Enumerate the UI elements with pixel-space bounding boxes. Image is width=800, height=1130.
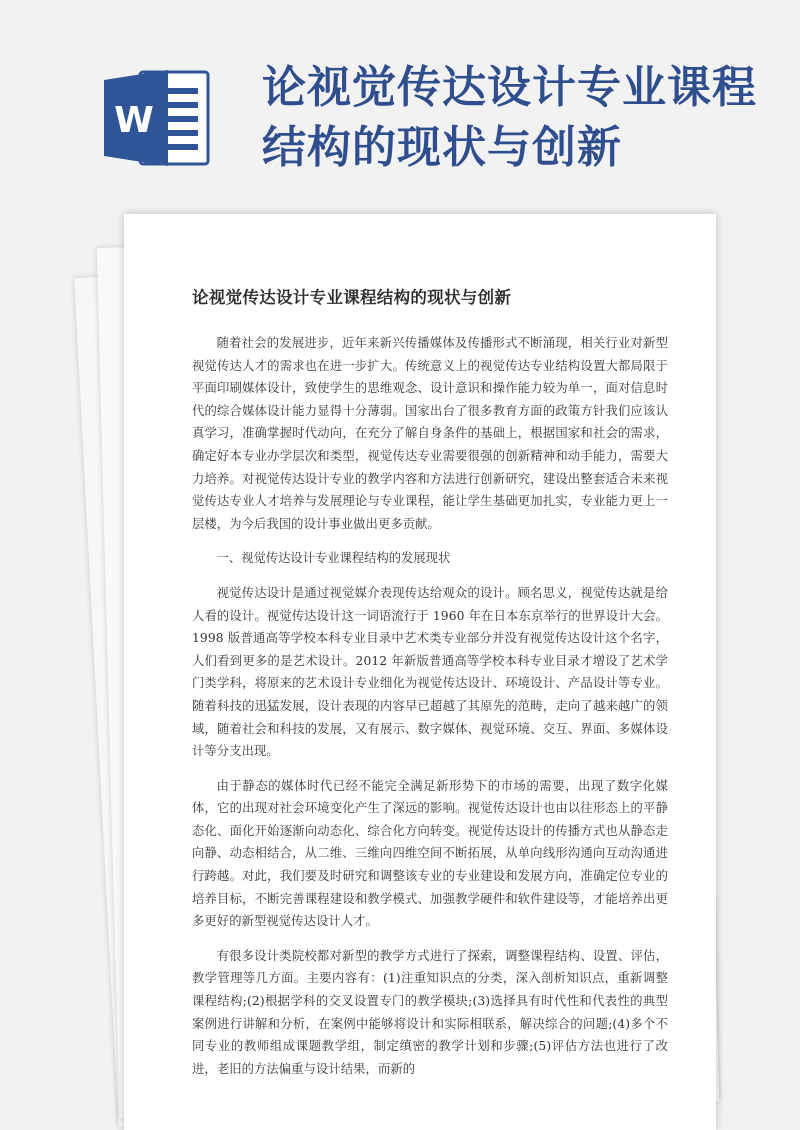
section-heading: 一、视觉传达设计专业课程结构的发展现状 — [216, 551, 451, 566]
banner-title: 论视觉传达设计专业课程结构的现状与创新 — [262, 62, 757, 173]
word-icon-letter: W — [114, 100, 154, 141]
document-title: 论视觉传达设计专业课程结构的现状与创新 — [192, 288, 512, 307]
paragraph-digital-media: 由于静态的媒体时代已经不能完全满足新形势下的市场的需要，出现了数字化媒体，它的出现对社会环境变化产生了深远的影响。视觉传达设计也由以往形态上的平静态化、面化开始逐渐向动态化、综合化方向转变。视觉传达设计的传播方式也从静态走向静、动态相结合，从二维、三维向四维空间不断拓展，从单向线形沟通向互动沟通进行跨越。对此，我们要及时研究和调整该专业的专业建设和发展方向，准确定位专业的培养目标，不断完善课程建设和教学模式、加强教学硬件和软件建设等，才能培养出更多更好的新型视觉传达设计人才。 — [192, 778, 668, 929]
paragraph-teaching-methods: 有很多设计类院校都对新型的教学方式进行了探索，调整课程结构、设置、评估，教学管理等几方面。主要内容有：(1)注重知识点的分类，深入剖析知识点，重新调整课程结构;(2)根据学科的交叉设置专门的教学模块;(3)选择具有时代性和代表性的典型案例进行讲解和分析，在案例中能够将设计和实际相联系，解决综合的问题;(4)多个不同专业的教师组成课题教学组，制定缜密的教学计划和步骤;(5)评估方法也进行了改进，老旧的方法偏重与设计结果，而新的 — [192, 948, 668, 1076]
paragraph-definition: 视觉传达设计是通过视觉媒介表现传达给观众的设计。顾名思义，视觉传达就是给人看的设计。视觉传达设计这一词语流行于 1960 年在日本东京举行的世界设计大会。1998 版普通高等学校本科专业目录中艺术类专业部分并没有视觉传达设计这个名字，人们看到更多的是艺术设计。2012 年新版普通高等学校本科专业目录才增设了艺术学门类学科，将原来的艺术设计专业细化为视觉传达设计、环境设计、产品设计等专业。随着科技的迅猛发展，设计表现的内容早已超越了其原先的范畴，走向了越来越广的领域，随着社会和科技的发展，又有展示、数字媒体、视觉环境、交互、界面、多媒体设计等分支出现。 — [192, 585, 668, 759]
document-page — [124, 214, 716, 1130]
word-document-icon — [104, 66, 212, 170]
paragraph-intro: 随着社会的发展进步，近年来新兴传播媒体及传播形式不断涌现，相关行业对新型视觉传达人才的需求也在进一步扩大。传统意义上的视觉传达专业结构设置大都局限于平面印刷媒体设计，致使学生的思维观念、设计意识和操作能力较为单一，面对信息时代的综合媒体设计能力显得十分薄弱。国家出台了很多教育方面的政策方针我们应该认真学习，准确掌握时代动向，在充分了解自身条件的基础上，根据国家和社会的需求，确定好本专业办学层次和类型，视觉传达专业需要很强的创新精神和动手能力，需要大力培养。对视觉传达设计专业的教学内容和方法进行创新研究，建设出整套适合未来视觉传达专业人才培养与发展理论与专业课程，能让学生基础更加扎实，专业能力更上一层楼，为今后我国的设计事业做出更多贡献。 — [192, 336, 668, 531]
document-content — [192, 284, 668, 1092]
